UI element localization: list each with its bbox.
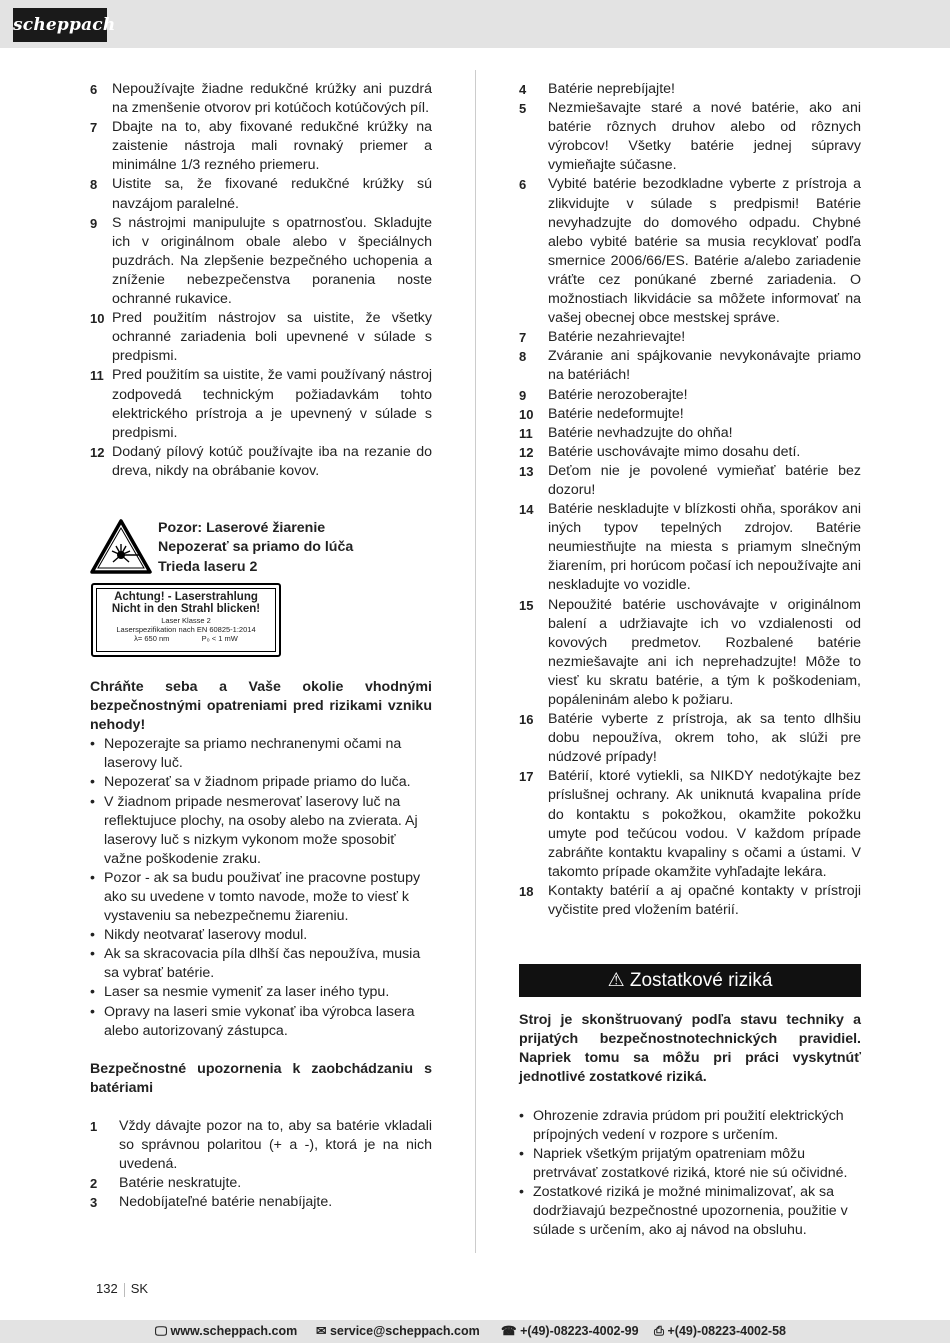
item-text: Dbajte na to, aby fixované redukčné krúžky na zaistenie nástroja mali rovnaký priemer a minimálne 1/3 rezného priemeru. (112, 119, 432, 174)
bullet-text: V žiadnom pripade nesmerovať laserovy luč na reflektujuce plochy, na osoby alebo na zvierata. Aj laserovy luč s nizkym vykonom može sposobiť važne poškodenie zraku. (104, 793, 418, 867)
item-number: 16 (519, 712, 534, 728)
list-item (519, 424, 861, 443)
bullet-item (90, 793, 432, 869)
laser-line-1: Pozor: Laserové žiarenie (158, 519, 326, 536)
bullet-item (90, 773, 432, 792)
item-number: 3 (90, 1195, 98, 1211)
label-line-3: Laser Klasse 2 (161, 615, 211, 625)
laser-bullets (90, 735, 432, 1041)
residual-risks-bullets (519, 1107, 861, 1241)
bullet-text: Opravy na laseri smie vykonať iba výrobca lasera alebo autorizovaný zástupca. (104, 1003, 415, 1039)
item-number: 7 (90, 120, 98, 136)
item-number: 8 (90, 177, 98, 193)
page-number: 132 (96, 1281, 118, 1296)
item-text: Batérií, ktoré vytiekli, sa NIKDY nedotýkajte bez príslušnej ochrany. Ak uniknutá kvapalina príde do kontaktu s pokožkou, okamžite pokožku umyte pod tečúcou vodou. V každom prípade zabráňte kontaktu kvapaliny s očami a ústami. V takomto prípade okamžite vyhľadajte lekára. (548, 768, 861, 880)
item-number: 9 (90, 215, 98, 231)
laser-line-3: Trieda laseru 2 (158, 558, 258, 575)
language-code: SK (130, 1281, 149, 1296)
list-item (519, 882, 861, 920)
item-number: 17 (519, 769, 534, 785)
laser-line-2: Nepozerať sa priamo do lúča (158, 539, 354, 556)
mail-icon: ✉ (316, 1324, 327, 1338)
bullet-text: Nepozerať sa v žiadnom pripade priamo do luča. (104, 774, 411, 791)
laser-warning-text (158, 519, 353, 578)
bullet-icon: • (90, 927, 95, 944)
bullet-item (90, 1003, 432, 1041)
bullet-text: Nikdy neotvarať laserovy modul. (104, 927, 308, 944)
item-number: 6 (519, 177, 527, 193)
list-item (90, 443, 432, 481)
list-item (90, 175, 432, 213)
email-link[interactable]: service@scheppach.com (329, 1324, 480, 1338)
battery-heading: Bezpečnostné upozornenia k zaobchádzaniu s batériami (90, 1060, 432, 1096)
item-text: Uistite sa, že fixované redukčné krúžky sú navzájom paralelné. (112, 176, 432, 212)
page-number-area (96, 1281, 148, 1297)
item-text: Zváranie ani spájkovanie nevykonávajte priamo na batériách! (548, 348, 861, 384)
item-number: 7 (519, 330, 527, 346)
brand-logo: scheppach (13, 8, 107, 42)
battery-list-continued (519, 80, 861, 920)
list-item (519, 386, 861, 405)
item-text: Batérie nedeformujte! (548, 405, 684, 422)
list-item (519, 80, 861, 99)
bullet-icon: • (519, 1145, 524, 1162)
item-number: 11 (90, 368, 104, 384)
list-item (90, 1174, 432, 1193)
label-line-4: Laserspezifikation nach EN 60825-1:2014 (116, 624, 256, 634)
fax-icon: ⎙ (654, 1324, 665, 1338)
fax-contact (654, 1320, 786, 1343)
email-contact[interactable] (316, 1320, 480, 1343)
safety-list (90, 80, 432, 481)
item-number: 12 (90, 444, 105, 460)
list-item (90, 1193, 432, 1212)
phone-icon: ☎ (501, 1324, 517, 1338)
label-line-1: Achtung! - Laserstrahlung (114, 590, 258, 603)
phone-number: +(49)-08223-4002-99 (520, 1324, 639, 1338)
label-wavelength: λ= 650 nm (134, 633, 170, 643)
item-text: Pred použitím sa uistite, že vami používaný nástroj zodpovedá technickým požiadavkám tohto elektrického prístroja a je upevnený v súlade s predpismi. (112, 367, 432, 441)
bullet-text: Laser sa nesmie vymeniť za laser iného typu. (104, 984, 390, 1001)
bullet-icon: • (90, 736, 95, 753)
list-item (519, 710, 861, 767)
right-column (519, 80, 861, 1240)
item-number: 10 (519, 406, 534, 422)
item-text: Batérie nerozoberajte! (548, 386, 688, 403)
item-text: Dodaný pílový kotúč používajte iba na rezanie do dreva, nikdy na obrábanie kovov. (112, 443, 432, 479)
label-line-5 (97, 634, 275, 643)
item-text: Nezmiešavajte staré a nové batérie, ako ani batérie rôznych druhov alebo od rôznych výrobcov! Všetky batérie jednej súpravy vymieňajte súčasne. (548, 100, 861, 174)
list-item (90, 309, 432, 366)
list-item (519, 99, 861, 175)
bullet-icon: • (519, 1183, 524, 1200)
protect-heading: Chráňte seba a Vaše okolie vhodnými bezpečnostnými opatreniami pred rizikami vzniku nehody! (90, 678, 432, 734)
item-number: 8 (519, 349, 527, 365)
list-item (90, 1117, 432, 1174)
list-item (90, 118, 432, 175)
list-item (519, 443, 861, 462)
item-number: 10 (90, 311, 105, 327)
bullet-icon: • (90, 984, 95, 1001)
list-item (519, 767, 861, 882)
monitor-icon: 🖵 (155, 1324, 168, 1338)
bullet-icon: • (90, 774, 95, 791)
list-item (519, 405, 861, 424)
bullet-icon: • (90, 869, 95, 886)
item-text: Nepoužité batérie uschovávajte v originálnom balení a udržiavajte ich vo vzdialenosti od kovových predmetov. Rozbalené batérie nezmiešavajte ani ich neprehadzujte! Môže to viesť ku skratu batérie, a tým k poškodeniam, popáleninám alebo k požiaru. (548, 596, 861, 708)
item-number: 12 (519, 444, 534, 460)
item-number: 13 (519, 463, 534, 479)
item-number: 18 (519, 883, 534, 899)
item-number: 11 (519, 425, 533, 441)
item-number: 4 (519, 82, 527, 97)
item-number: 1 (90, 1118, 98, 1134)
list-item (519, 347, 861, 385)
item-number: 14 (519, 502, 534, 518)
list-item (519, 596, 861, 711)
battery-list (90, 1117, 432, 1212)
item-text: Batérie vyberte z prístroja, ak sa tento dlhšiu dobu nepoužíva, okrem toho, ak slúži pre núdzové prípady! (548, 711, 861, 766)
bullet-icon: • (90, 1003, 95, 1020)
laser-hazard-icon (90, 519, 152, 575)
item-text: Nepoužívajte žiadne redukčné krúžky ani puzdrá na zmenšenie otvorov pri kotúčoch kotúčových píl. (112, 81, 432, 117)
item-text: Batérie neprebíjajte! (548, 81, 675, 97)
column-divider (475, 70, 476, 1253)
item-text: Nedobíjateľné batérie nenabíjajte. (119, 1194, 333, 1211)
laser-class-label (91, 583, 281, 657)
bullet-icon: • (90, 793, 95, 810)
bullet-text: Napriek všetkým prijatým opatreniam môžu pretrvávať zostatkové riziká, ktoré nie sú očividné. (533, 1145, 848, 1181)
bullet-item (519, 1107, 861, 1145)
footer-bar (0, 1320, 950, 1343)
item-number: 6 (90, 82, 98, 97)
bullet-item (90, 735, 432, 773)
item-number: 9 (519, 387, 527, 403)
item-text: Vybité batérie bezodkladne vyberte z prístroja a zlikvidujte v súlade s predpismi! Batérie nevyhadzujte do domového odpadu. Chybné alebo vybité batérie sa musia recyklovať podľa smernice 2006/66/ES. Batérie a/alebo zariadenie vráťte cez ponúkané zberné zariadenia. O možnostiach likvidácie sa môžete informovať na vašej obecnej obce mestskej správe. (548, 176, 861, 327)
fax-number: +(49)-08223-4002-58 (667, 1324, 786, 1338)
bullet-item (519, 1145, 861, 1183)
bullet-item (90, 869, 432, 926)
residual-risks-heading: Stroj je skonštruovaný podľa stavu techniky a prijatých bezpečnostnotechnických pravidiel. Napriek tomu sa môžu pri práci vyskytnúť jednotlivé zostatkové riziká. (519, 1012, 861, 1086)
web-contact[interactable] (155, 1320, 297, 1343)
item-number: 2 (90, 1176, 98, 1192)
left-column (90, 80, 432, 1212)
item-text: Batérie uschovávajte mimo dosahu detí. (548, 443, 801, 460)
list-item (90, 366, 432, 442)
item-text: Pred použitím nástrojov sa uistite, že všetky ochranné zariadenia boli upevnené v súlade s predpismi. (112, 310, 432, 365)
list-item (90, 80, 432, 118)
label-line-2: Nicht in den Strahl blicken! (111, 603, 261, 616)
item-number: 15 (519, 597, 534, 613)
bullet-item (519, 1183, 861, 1240)
item-text: S nástrojmi manipulujte s opatrnosťou. Skladujte ich v originálnom obale alebo v špeciálnych puzdrách. Na zlepšenie bezpečného uchopenia a zníženie nebezpečenstva poranenia noste ochranné rukavice. (112, 214, 432, 308)
item-text: Batérie nezahrievajte! (548, 329, 686, 346)
bullet-text: Zostatkové riziká je možné minimalizovať, ak sa dodržiavajú bezpečnostné upozornenia, použitie v súlade s určením, ako aj návod na obsluhu. (533, 1183, 848, 1239)
web-link[interactable]: www.scheppach.com (170, 1324, 298, 1338)
item-text: Batérie neskladujte v blízkosti ohňa, sporákov ani iných typov tepelných zdrojov. Batérie neumiestňujte na miesta s priamym slnečným žiarením, pri horúcom počasí ich nepoužívajte ani neskladujte vo vozidle. (548, 501, 861, 594)
item-text: Batérie neskratujte. (119, 1175, 242, 1192)
bullet-text: Ak sa skracovacia píla dlhší čas nepoužíva, musia sa vybrať batérie. (104, 946, 421, 982)
bullet-text: Ohrozenie zdravia prúdom pri použití elektrických prípojných vedení v rozpore s určením. (533, 1107, 844, 1143)
label-power: P₀ < 1 mW (201, 633, 238, 643)
item-text: Batérie nevhadzujte do ohňa! (548, 424, 733, 441)
item-text: Kontakty batérií a aj opačné kontakty v prístroji vyčistite pred vložením batérií. (548, 882, 861, 919)
bullet-item (90, 926, 432, 945)
bullet-item (90, 945, 432, 983)
item-number: 5 (519, 101, 527, 117)
bullet-text: Pozor - ak sa budu použivať ine pracovne postupy ako su uvedene v tomto navode, može to viesť k vystaveniu sa nebezpečnemu žiareniu. (104, 869, 421, 925)
laser-warning (90, 519, 432, 664)
item-text: Vždy dávajte pozor na to, aby sa batérie vkladali so správnou polaritou (+ a -), ktorá je na nich uvedená. (119, 1117, 432, 1173)
bullet-text: Nepozerajte sa priamo nechranenymi očami na laserovy luč. (104, 736, 402, 772)
bullet-icon: • (519, 1107, 524, 1124)
item-text: Deťom nie je povolené vymieňať batérie bez dozoru! (548, 462, 861, 498)
list-item (519, 328, 861, 347)
list-item (90, 214, 432, 309)
bullet-item (90, 983, 432, 1002)
list-item (519, 462, 861, 500)
header-bar (0, 0, 950, 48)
residual-risks-banner: ⚠ Zostatkové riziká (519, 964, 861, 997)
list-item (519, 500, 861, 595)
bullet-icon: • (90, 946, 95, 963)
list-item (519, 175, 861, 328)
phone-contact (501, 1320, 639, 1343)
